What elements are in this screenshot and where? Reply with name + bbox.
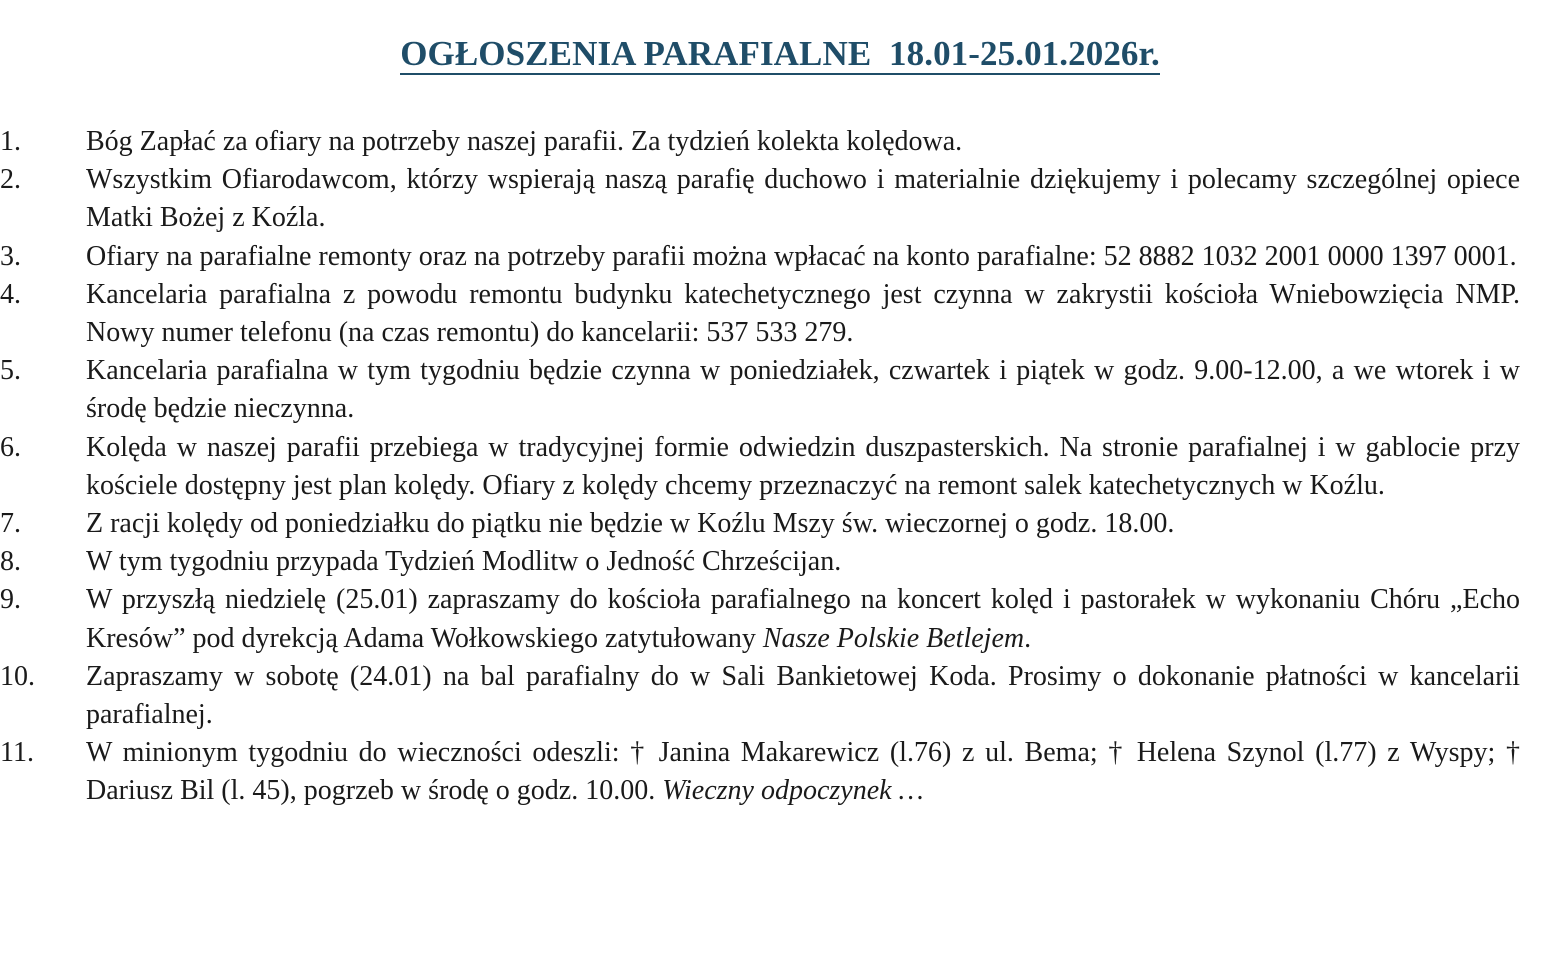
list-item: [0, 238, 1520, 276]
list-item: [0, 276, 1520, 352]
item-text-main: W przyszłą niedzielę (25.01) zapraszamy do kościoła parafialnego na koncert kolęd i pastorałek w wykonaniu Chóru „Echo Kresów” pod dyrekcją Adama Wołkowskiego zatytułowany: [86, 584, 1520, 654]
list-item: [0, 658, 1520, 734]
item-text: [86, 734, 1520, 810]
item-number: 6.: [0, 431, 21, 463]
item-text-emphasis: Wieczny odpoczynek …: [662, 775, 924, 807]
list-item: [0, 161, 1520, 237]
document-title-text: OGŁOSZENIA PARAFIALNE 18.01-25.01.2026r.: [400, 34, 1160, 73]
list-item: [0, 734, 1520, 810]
list-item: [0, 123, 1520, 161]
item-text-tail: .: [1024, 622, 1032, 654]
item-text: Kancelaria parafialna z powodu remontu budynku katechetycznego jest czynna w zakrystii kościoła Wniebowzięcia NMP. Nowy numer telefonu (na czas remontu) do kancelarii: 537 533 279.: [86, 278, 1520, 349]
item-number: 4.: [0, 278, 21, 310]
item-text-main: W minionym tygodniu do wieczności odeszli: † Janina Makarewicz (l.76) z ul. Bema; † Helena Szynol (l.77) z Wyspy; † Dariusz Bil (l. 45), pogrzeb w środę o godz. 10.00.: [86, 737, 1520, 807]
item-text: Kancelaria parafialna w tym tygodniu będzie czynna w poniedziałek, czwartek i piątek w godz. 9.00-12.00, a we wtorek i w środę będzie nieczynna.: [86, 355, 1520, 425]
list-item: [0, 543, 1520, 581]
document-title: [0, 30, 1560, 78]
item-text: Zapraszamy w sobotę (24.01) na bal parafialny do w Sali Bankietowej Koda. Prosimy o dokonanie płatności w kancelarii parafialnej.: [86, 660, 1520, 731]
item-number: 2.: [0, 164, 21, 196]
list-item: [0, 581, 1520, 657]
announcements-list: [0, 123, 1560, 811]
item-number: 7.: [0, 508, 21, 540]
item-text: [86, 581, 1520, 657]
item-number: 9.: [0, 584, 21, 616]
item-number: 5.: [0, 355, 21, 387]
item-number: 3.: [0, 240, 21, 272]
item-number: 11.: [0, 737, 34, 769]
list-item: [0, 352, 1520, 428]
item-number: 10.: [0, 660, 35, 692]
item-text: Bóg Zapłać za ofiary na potrzeby naszej parafii. Za tydzień kolekta kolędowa.: [86, 126, 963, 157]
item-text: Wszystkim Ofiarodawcom, którzy wspierają naszą parafię duchowo i materialnie dziękujemy i polecamy szczególnej opiece Matki Bożej z Koźla.: [86, 164, 1520, 234]
item-number: 1.: [0, 126, 21, 157]
item-text: Kolęda w naszej parafii przebiega w tradycyjnej formie odwiedzin duszpasterskich. Na stronie parafialnej i w gablocie przy kościele dostępny jest plan kolędy. Ofiary z kolędy chcemy przeznaczyć na remont salek katechetycznych w Koźlu.: [86, 431, 1520, 501]
item-number: 8.: [0, 546, 21, 578]
item-text: Ofiary na parafialne remonty oraz na potrzeby parafii można wpłacać na konto parafialne: 52 8882 1032 2001 0000 1397 0001.: [86, 240, 1517, 272]
list-item: [0, 429, 1520, 505]
item-text-emphasis: Nasze Polskie Betlejem: [762, 622, 1025, 654]
list-item: [0, 505, 1520, 543]
item-text: W tym tygodniu przypada Tydzień Modlitw o Jedność Chrześcijan.: [86, 546, 842, 578]
item-text: Z racji kolędy od poniedziałku do piątku nie będzie w Koźlu Mszy św. wieczornej o godz. 18.00.: [86, 508, 1175, 540]
